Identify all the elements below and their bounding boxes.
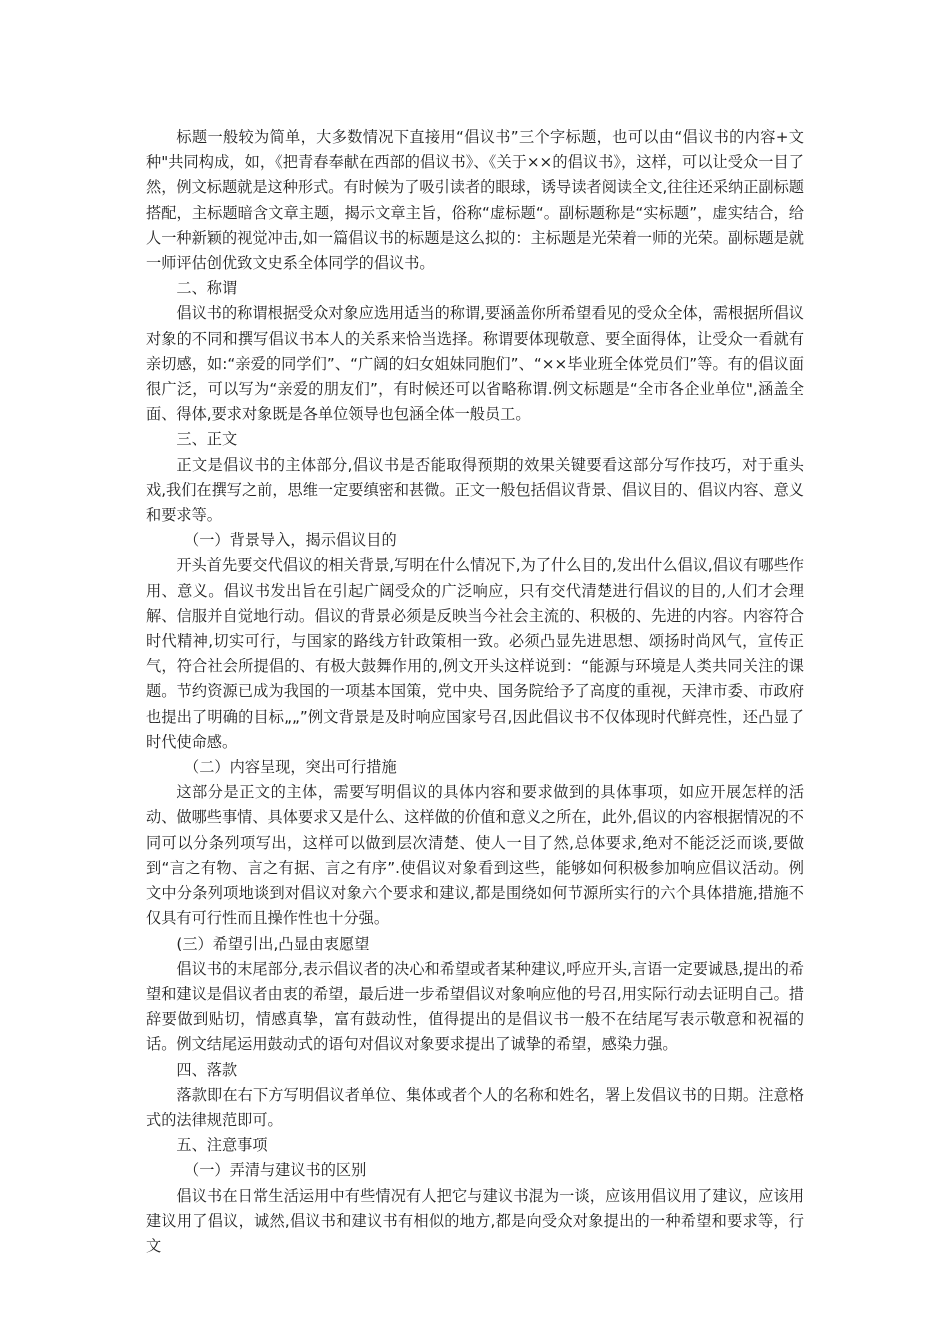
section-heading-notes: 五、注意事项 — [176, 1136, 268, 1155]
paragraph-background: 开头首先要交代倡议的相关背景,写明在什么情况下,为了什么目的,发出什么倡议,倡议有哪些作用、意义。倡议书发出旨在引起广阔受众的广泛响应，只有交代清楚进行倡议的目的,人们才会理解、信服并自觉地行动。倡议的背景必须是反映当今社会主流的、积极的、先进的内容。内容符合时代精神,切实可行，与国家的路线方针政策相一致。必须凸显先进思想、颂扬时尚风气，宣传正气，符合社会所提倡的、有极大鼓舞作用的,例文开头这样说到：“能源与环境是人类共同关注的课题。节约资源已成为我国的一项基本国策，党中央、国务院给予了高度的重视，天津市委、市政府也提出了明确的目标„„”例文背景是及时响应国家号召,因此倡议书不仅体现时代鲜亮性，还凸显了时代使命感。 — [146, 556, 804, 751]
paragraph-difference: 倡议书在日常生活运用中有些情况有人把它与建议书混为一谈，应该用倡议用了建议，应该用建议用了倡议，诚然,倡议书和建议书有相似的地方,都是向受众对象提出的一种希望和要求等，行文 — [146, 1186, 804, 1255]
paragraph-title-intro: 标题一般较为简单，大多数情况下直接用“倡议书”三个字标题，也可以由“倡议书的内容+文种"共同构成，如，《把青春奉献在西部的倡议书》、《关于××的倡议书》，这样，可以让受众一目了然，例文标题就是这种形式。有时候为了吸引读者的眼球，诱导读者阅读全文,往往还采纳正副标题搭配，主标题暗含文章主题，揭示文章主旨，俗称“虚标题“。副标题称是“实标题”，虚实结合，给人一种新颖的视觉冲击,如一篇倡议书的标题是这么拟的：主标题是光荣着一师的光荣。副标题是就一师评估创优致文史系全体同学的倡议书。 — [146, 128, 804, 273]
paragraph-salutation: 倡议书的称谓根据受众对象应选用适当的称谓,要涵盖你所希望看见的受众全体，需根据所倡议对象的不同和撰写倡议书本人的关系来恰当选择。称谓要体现敬意、要全面得体，让受众一看就有亲切感，如:“亲爱的同学们”、“广阔的妇女姐妹同胞们”、“××毕业班全体党员们”等。有的倡议面很广泛，可以写为“亲爱的朋友们”，有时候还可以省略称谓.例文标题是“全市各企业单位",涵盖全面、得体,要求对象既是各单位领导也包涵全体一般员工。 — [146, 304, 804, 424]
paragraph-hope: 倡议书的末尾部分,表示倡议者的决心和希望或者某种建议,呼应开头,言语一定要诚恳,提出的希望和建议是倡议者由衷的希望，最后进一步希望倡议对象响应他的号召,用实际行动去证明自己。措辞要做到贴切，情感真挚，富有鼓动性，值得提出的是倡议书一般不在结尾写表示敬意和祝福的话。例文结尾运用鼓动式的语句对倡议对象要求提出了诚挚的希望，感染力强。 — [146, 959, 804, 1054]
subheading-content: （二）内容呈现，突出可行措施 — [184, 758, 397, 777]
subheading-hope: (三）希望引出,凸显由衷愿望 — [176, 934, 370, 953]
section-heading-salutation: 二、称谓 — [176, 279, 238, 298]
subheading-difference: （一）弄清与建议书的区别 — [184, 1161, 367, 1180]
paragraph-signature: 落款即在右下方写明倡议者单位、集体或者个人的名称和姓名，署上发倡议书的日期。注意格式的法律规范即可。 — [146, 1085, 804, 1129]
subheading-background: （一）背景导入，揭示倡议目的 — [184, 531, 397, 550]
paragraph-content: 这部分是正文的主体，需要写明倡议的具体内容和要求做到的具体事项，如应开展怎样的活动、做哪些事情、具体要求又是什么、这样做的价值和意义之所在，此外,倡议的内容根据情况的不同可以分条列项写出，这样可以做到层次清楚、使人一目了然,总体要求,绝对不能泛泛而谈,要做到“言之有物、言之有据、言之有序”.使倡议对象看到这些，能够如何积极参加响应倡议活动。例文中分条列项地谈到对倡议对象六个要求和建议,都是围绕如何节源所实行的六个具体措施,措施不仅具有可行性而且操作性也十分强。 — [146, 783, 804, 928]
section-heading-body: 三、正文 — [176, 430, 238, 449]
paragraph-body: 正文是倡议书的主体部分,倡议书是否能取得预期的效果关键要看这部分写作技巧，对于重头戏,我们在撰写之前，思维一定要缜密和甚微。正文一般包括倡议背景、倡议目的、倡议内容、意义和要求等。 — [146, 455, 804, 525]
section-heading-signature: 四、落款 — [176, 1060, 238, 1079]
